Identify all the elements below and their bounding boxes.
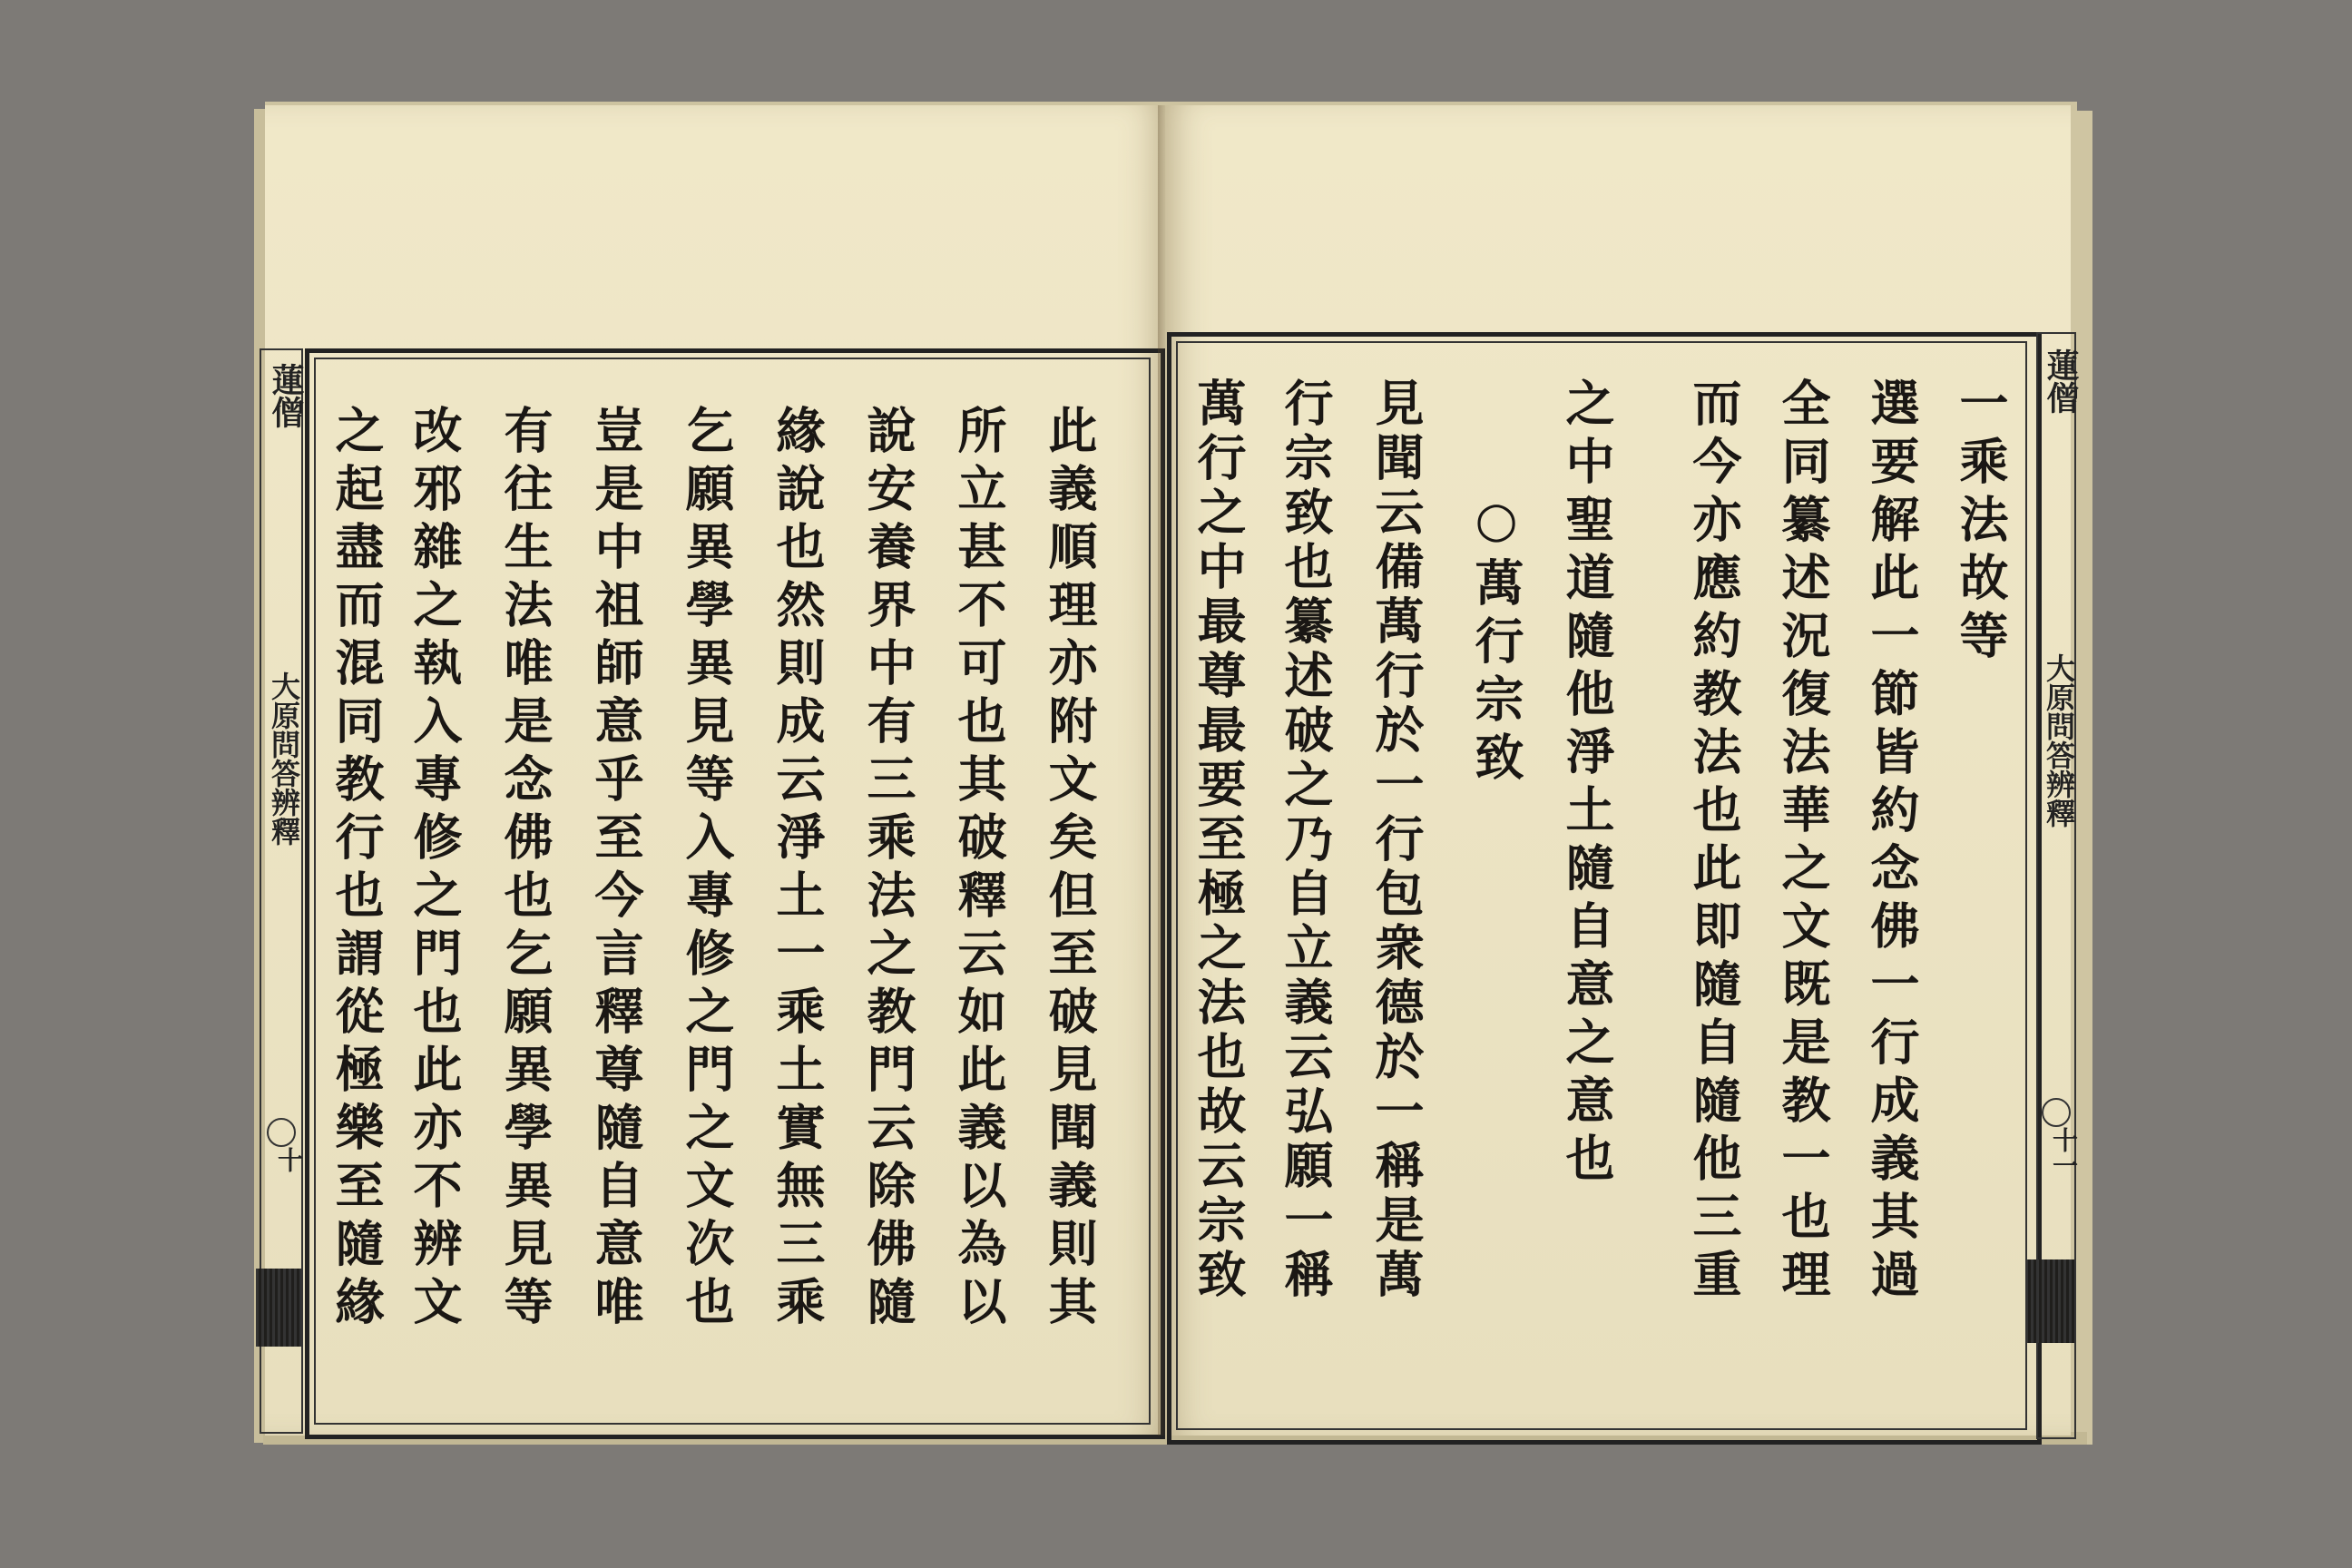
left-column-4: 緣說也然則成云淨土一乘土實無三乘 — [769, 405, 827, 1334]
left-margin-title: 蓮僧 — [267, 363, 305, 428]
left-column-5: 乞願異學異見等入專修之門之文次也 — [678, 405, 736, 1334]
right-fishtail-mark — [2042, 1098, 2071, 1127]
right-margin-block — [2025, 1259, 2074, 1343]
right-column-6: ○萬行宗致 — [1467, 490, 1525, 789]
right-margin-subtitle: 大原問答辨釋 — [2042, 653, 2076, 828]
left-column-7: 有往生法唯是念佛也乞願異學異見等 — [496, 405, 554, 1334]
left-margin-block — [256, 1269, 301, 1347]
right-column-5: 之中聖道隨他淨土隨自意之意也 — [1558, 377, 1616, 1191]
left-margin-folio: 十 — [274, 1147, 304, 1172]
right-column-4: 而今亦應約教法也此即隨自隨他三重 — [1685, 377, 1743, 1307]
left-column-3: 說安養界中有三乘法之教門云除佛隨 — [859, 405, 917, 1334]
right-margin-title: 蓮僧 — [2042, 348, 2080, 414]
left-margin-subtitle: 大原問答辨釋 — [267, 671, 301, 846]
right-column-8: 行宗致也纂述破之乃自立義云弘願一稱 — [1277, 377, 1335, 1303]
left-fishtail-mark — [267, 1118, 296, 1147]
right-column-2: 選要解此一節皆約念佛一行成義其過 — [1863, 377, 1921, 1307]
left-column-9: 之起盡而混同教行也謂從極樂至隨緣 — [328, 405, 386, 1334]
left-column-8: 改邪雜之執入專修之門也此亦不辨文 — [406, 405, 464, 1334]
right-column-7: 見聞云備萬行於一行包衆德於一稱是萬 — [1367, 377, 1426, 1303]
right-column-3: 全同纂述況復法華之文既是教一也理 — [1774, 377, 1832, 1307]
left-column-6: 豈是中祖師意乎至今言釋尊隨自意唯 — [587, 405, 645, 1334]
left-column-1: 此義順理亦附文矣但至破見聞義則其 — [1041, 405, 1099, 1334]
left-column-2: 所立甚不可也其破釋云如此義以為以 — [950, 405, 1008, 1334]
right-column-1: 一乘法故等 — [1952, 377, 2010, 668]
right-column-9: 萬行之中最尊最要至極之法也故云宗致 — [1190, 377, 1248, 1303]
right-margin-folio: 十一 — [2049, 1127, 2079, 1178]
